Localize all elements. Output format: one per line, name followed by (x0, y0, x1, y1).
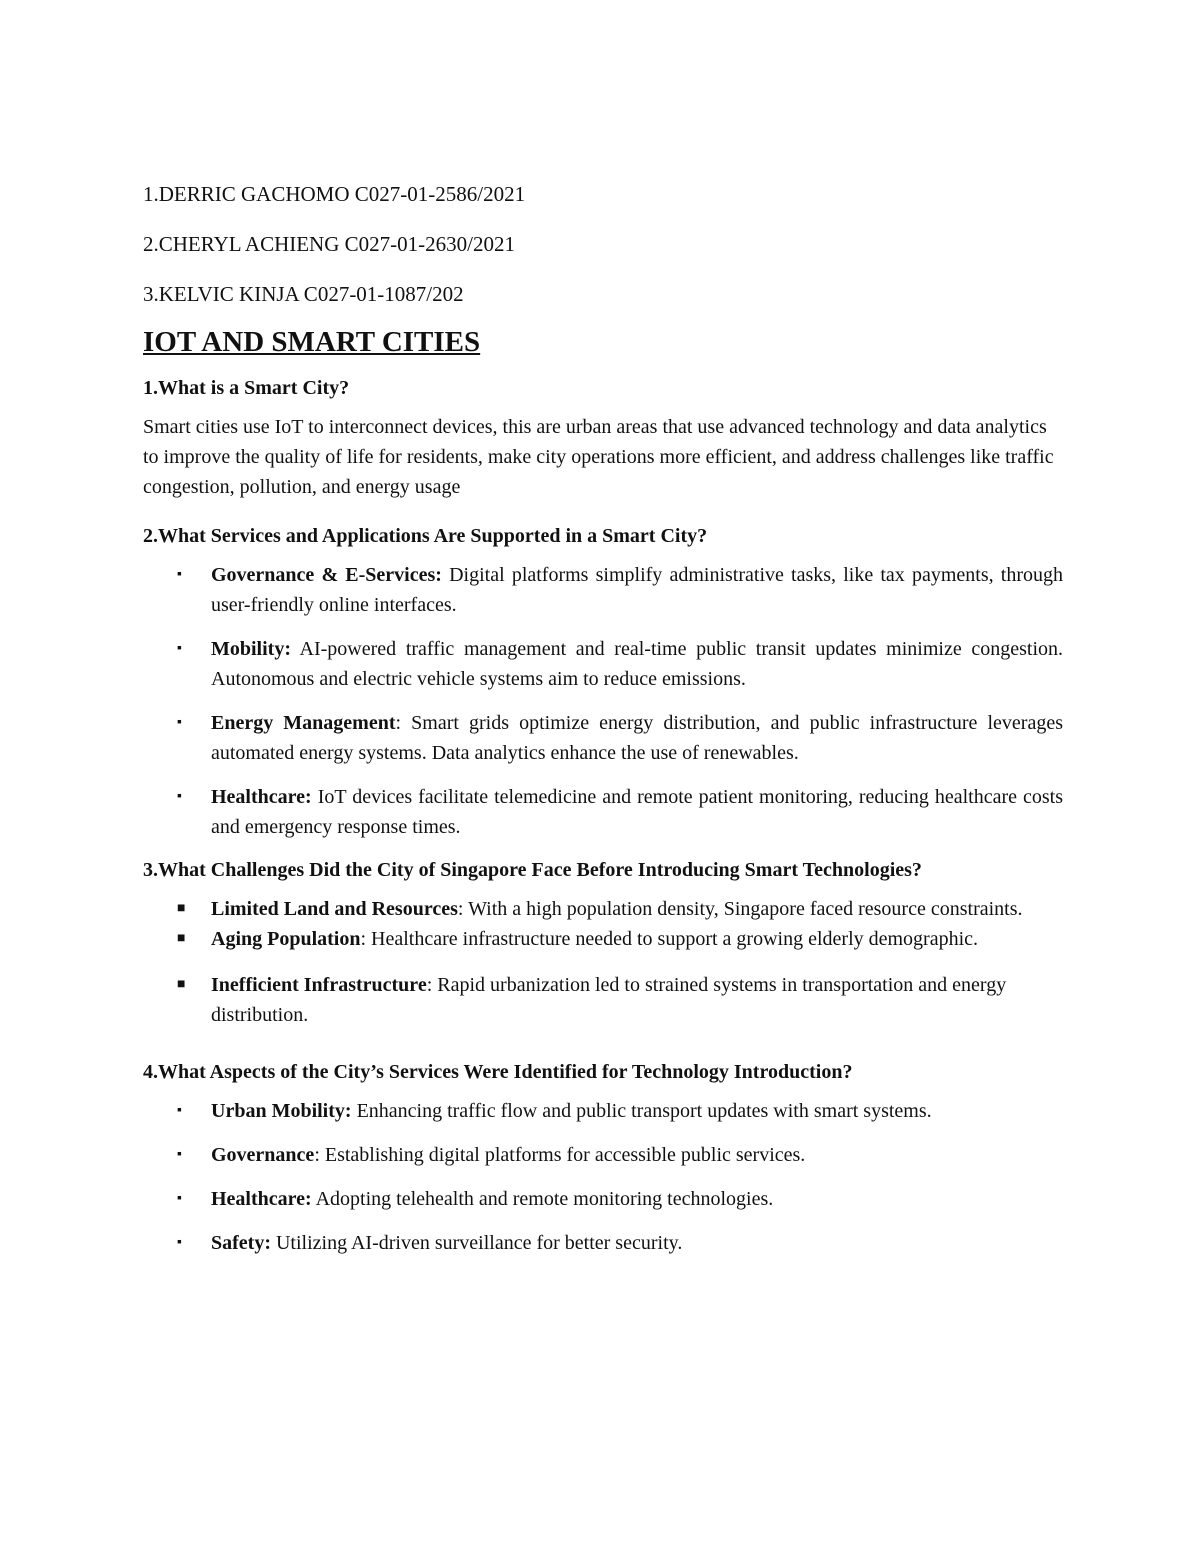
item-text: : Rapid urbanization led to strained systems in transportation and energy distribution. (211, 974, 1007, 1026)
item-text: : Smart grids optimize energy distribution, and public infrastructure leverages automated energy systems. Data analytics enhance the use of renewables. (211, 712, 1063, 764)
item-text: Enhancing traffic flow and public transport updates with smart systems. (351, 1100, 932, 1122)
item-term: Aging Population (211, 928, 361, 950)
item-text: IoT devices facilitate telemedicine and remote patient monitoring, reducing healthcare costs and emergency response times. (211, 786, 1063, 838)
author-line: 2.CHERYL ACHIENG C027-01-2630/2021 (143, 232, 515, 256)
list-item (143, 560, 1063, 620)
document-title: IOT AND SMART CITIES (143, 326, 481, 358)
bullet-icon: ▪ (177, 641, 182, 656)
list-item (143, 970, 1063, 1030)
item-term: Healthcare: (211, 786, 312, 808)
list-item (143, 924, 1063, 954)
item-text: Digital platforms simplify administrative tasks, like tax payments, through user-friendly online interfaces. (211, 564, 1063, 616)
bullet-list (143, 560, 1063, 842)
item-term: Mobility: (211, 638, 291, 660)
section-heading: 3.What Challenges Did the City of Singapore Face Before Introducing Smart Technologies? (143, 859, 922, 881)
bullet-list (143, 1096, 1063, 1258)
section-heading: 2.What Services and Applications Are Supported in a Smart City? (143, 525, 708, 547)
item-term: Governance & E-Services: (211, 564, 442, 586)
list-item (143, 894, 1063, 924)
section-paragraph: Smart cities use IoT to interconnect devices, this are urban areas that use advanced technology and data analytics to improve the quality of life for residents, make city operations more efficient, and address challenges like traffic congestion, pollution, and energy usage (143, 416, 1054, 498)
section-heading: 4.What Aspects of the City’s Services Were Identified for Technology Introduction? (143, 1061, 853, 1083)
bullet-icon: ■ (177, 901, 186, 916)
list-item (143, 634, 1063, 694)
item-term: Healthcare: (211, 1188, 312, 1210)
author-list (143, 180, 1063, 308)
bullet-icon: ■ (177, 931, 186, 946)
document-body (143, 180, 1063, 1272)
list-item (143, 1096, 1063, 1126)
item-term: Governance (211, 1144, 315, 1166)
item-term: Safety: (211, 1232, 271, 1254)
item-term: Limited Land and Resources (211, 898, 458, 920)
bullet-icon: ▪ (177, 715, 182, 730)
item-text: : Establishing digital platforms for accessible public services. (314, 1144, 806, 1166)
section-heading: 1.What is a Smart City? (143, 377, 350, 399)
item-text: : Healthcare infrastructure needed to support a growing elderly demographic. (360, 928, 979, 950)
bullet-icon: ■ (177, 977, 186, 992)
bullet-icon: ▪ (177, 567, 182, 582)
list-item (143, 1184, 1063, 1214)
list-item (143, 1140, 1063, 1170)
list-item (143, 708, 1063, 768)
bullet-icon: ▪ (177, 789, 182, 804)
item-text: Adopting telehealth and remote monitoring technologies. (311, 1188, 774, 1210)
list-item (143, 1228, 1063, 1258)
item-text: Utilizing AI-driven surveillance for better security. (270, 1232, 683, 1254)
item-term: Energy Management (211, 712, 396, 734)
author-line: 3.KELVIC KINJA C027-01-1087/202 (143, 282, 464, 306)
item-text: : With a high population density, Singapore faced resource constraints. (457, 898, 1023, 920)
bullet-icon: ▪ (177, 1191, 182, 1206)
item-text: AI-powered traffic management and real-time public transit updates minimize congestion. Autonomous and electric vehicle systems aim to reduce emissions. (211, 638, 1063, 690)
author-line: 1.DERRIC GACHOMO C027-01-2586/2021 (143, 182, 526, 206)
bullet-icon: ▪ (177, 1147, 182, 1162)
item-term: Inefficient Infrastructure (211, 974, 427, 996)
list-item (143, 782, 1063, 842)
item-term: Urban Mobility: (211, 1100, 352, 1122)
bullet-icon: ▪ (177, 1235, 182, 1250)
bullet-list (143, 894, 1063, 1030)
bullet-icon: ▪ (177, 1103, 182, 1118)
